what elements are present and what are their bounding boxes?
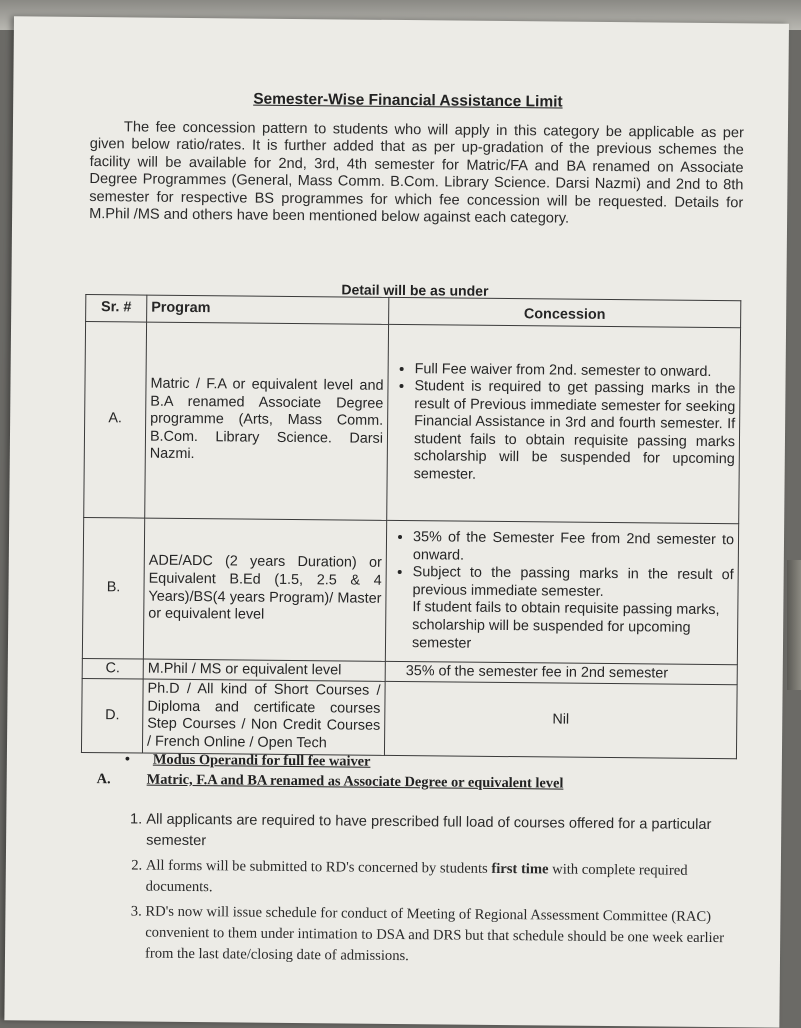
row-a-bullet-1: • Full Fee waiver from 2nd. semester to onward. (415, 361, 736, 382)
row-b-sr: B. (82, 517, 144, 659)
modus-label: A. (96, 771, 111, 788)
intro-paragraph: The fee concession pattern to students who will apply in this category be applicable as per given below ratio/rates. It is further added that as per up-gradation of the previous schemes the facility will be available for 2nd, 3rd, 4th semester for Matric/FA and BA renamed on Associate Degree Programmes (General, Mass Comm. B.Com. Library Science. Darsi Nazmi) and 2nd to 8th semester for respective BS programmes for which fee concession will be requested. Details for M.Phil /MS and others have been mentioned below against each category. (89, 119, 745, 227)
table-row (82, 517, 738, 664)
rules-list (117, 809, 752, 974)
row-b-bullet-2: • Subject to the passing marks in the result of previous immediate semester. (412, 564, 733, 602)
document-page (4, 16, 789, 1027)
table-caption: Detail will be as under (341, 281, 489, 299)
row-a-concession (387, 324, 741, 523)
modus-bullet: • (124, 751, 131, 768)
table-row (81, 679, 737, 759)
rule-item-3: 3. RD's now will issue schedule for conduct of Meeting of Regional Assessment Committee (RAC) convenient to them under intimation to DSA and DRS but that schedule should be one week earlier from the last date/closing date of admissions. (145, 902, 752, 971)
row-a-program: Matric / F.A or equivalent level and B.A renamed Associate Degree programme (Arts, Mass Comm. B.Com. Library Science. Darsi Nazmi. (145, 322, 389, 520)
modus-subheading (97, 771, 564, 792)
row-d-sr: D. (81, 679, 143, 753)
rule-2-part-2: with complete required documents. (145, 861, 688, 896)
modus-subheading-text: Matric, F.A and BA renamed as Associate Degree or equivalent level (146, 771, 564, 792)
row-a-bullet-2: • Student is required to get passing marks in the result of Previous immediate semester for seeking Financial Assistance in 3rd and fourth semester. If student fails to obtain requisite passing marks scholarship will be suspended for upcoming semester. (414, 378, 736, 487)
row-d-program: Ph.D / All kind of Short Courses / Diploma and certificate courses Step Courses / Non Credit Courses / French Online / Open Tech (142, 679, 385, 755)
background-right-edge (787, 560, 801, 690)
row-b-bullet-1: • 35% of the Semester Fee from 2nd semester to onward. (413, 529, 734, 567)
row-c-sr: C. (82, 658, 143, 679)
rule-item-1: 1. All applicants are required to have prescribed full load of courses offered for a particular semester (146, 810, 752, 858)
row-c-program: M.Phil / MS or equivalent level (143, 659, 385, 682)
row-c-concession: 35% of the semester fee in 2nd semester (385, 661, 737, 685)
row-b-concession (385, 520, 738, 664)
header-sr: Sr. # (86, 294, 147, 321)
row-a-sr: A. (84, 321, 147, 518)
header-program: Program (147, 295, 389, 324)
page-title: Semester-Wise Financial Assistance Limit (253, 90, 563, 111)
table-row (84, 321, 741, 523)
row-d-concession: Nil (384, 682, 737, 759)
modus-heading-text: Modus Operandi for full fee waiver (152, 751, 371, 770)
assistance-table (81, 294, 741, 759)
row-b-program: ADE/ADC (2 years Duration) or Equivalent B.Ed (1.5, 2.5 & 4 Years)/BS(4 years Program)/ Master or equivalent level (143, 518, 386, 661)
row-b-extra: If student fails to obtain requisite passing marks, scholarship will be suspended for upcoming semester (411, 599, 720, 652)
rule-2-bold: first time (491, 860, 549, 878)
modus-heading (125, 751, 371, 770)
header-concession: Concession (389, 297, 741, 327)
rule-2-part-1: All forms will be submitted to RD's concerned by students (145, 857, 492, 877)
rule-item-2 (146, 856, 752, 904)
